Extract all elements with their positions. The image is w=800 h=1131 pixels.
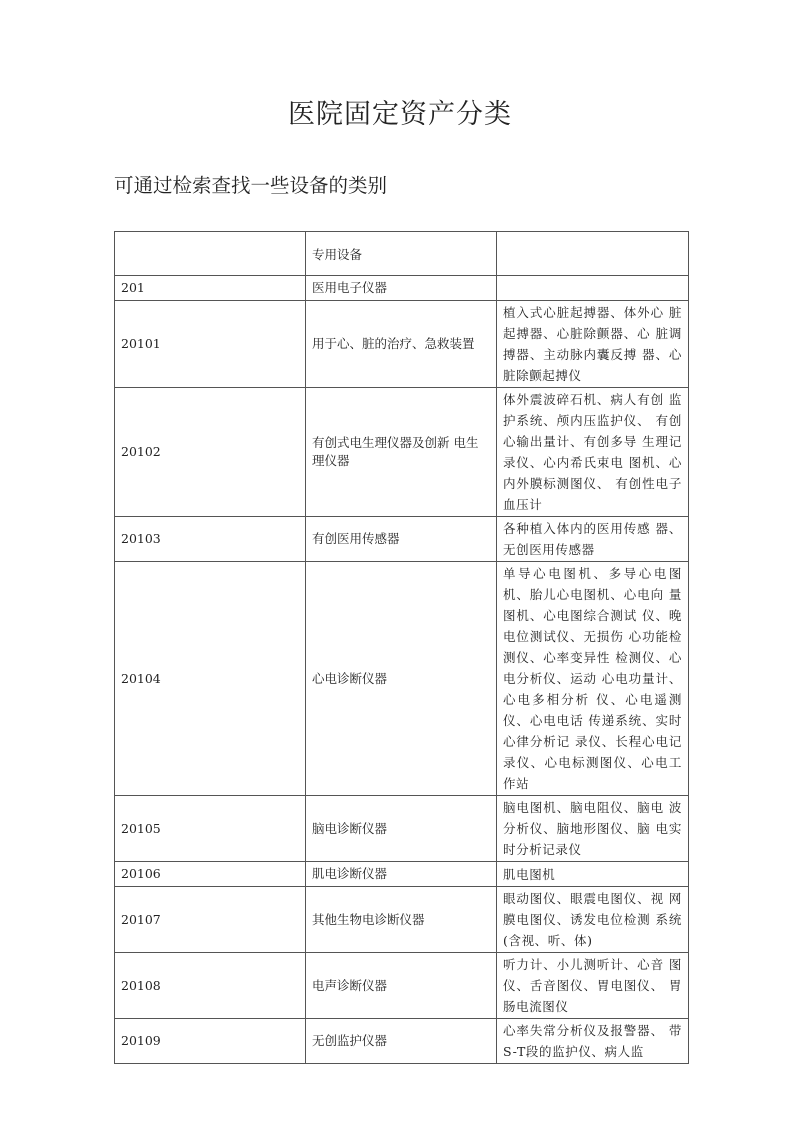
row-code: 20101: [115, 301, 306, 388]
row-code: 20103: [115, 517, 306, 562]
table-row: [115, 301, 689, 388]
row-desc: 眼动图仪、眼震电图仪、视 网膜电图仪、诱发电位检测 系统(含视、听、体): [497, 887, 689, 953]
page-subtitle: 可通过检索查找一些设备的类别: [114, 174, 388, 197]
row-desc: [497, 276, 689, 301]
row-code: 20107: [115, 887, 306, 953]
row-desc: 体外震波碎石机、病人有创 监护系统、颅内压监护仪、 有创心输出量计、有创多导 生理记录仪、心内希氏束电 图机、心内外膜标测图仪、 有创性电子血压计: [497, 388, 689, 517]
row-desc: 单导心电图机、多导心电图 机、胎儿心电图机、心电向 量图机、心电图综合测试 仪、晚电位测试仪、无损伤 心功能检测仪、心率变异性 检测仪、心电分析仪、运动 心电功量计、心电多相分析 仪、心电遥测仪、心电电话 传递系统、实时心律分析记 录仪、长程心电记录仪、心电标测图仪、心电工作站: [497, 562, 689, 796]
table-row: [115, 517, 689, 562]
table-row: [115, 1019, 689, 1064]
row-code: 20104: [115, 562, 306, 796]
row-desc: 肌电图机: [497, 862, 689, 887]
row-desc: 听力计、小儿测听计、心音 图仪、舌音图仪、胃电图仪、 胃肠电流图仪: [497, 953, 689, 1019]
header-cell-desc: [497, 232, 689, 276]
row-desc: 心率失常分析仪及报警器、 带S-T段的监护仪、病人监: [497, 1019, 689, 1064]
header-cell-name: 专用设备: [306, 232, 497, 276]
row-name: 脑电诊断仪器: [306, 796, 497, 862]
header-cell-code: [115, 232, 306, 276]
row-name: 其他生物电诊断仪器: [306, 887, 497, 953]
row-name: 无创监护仪器: [306, 1019, 497, 1064]
table-row: [115, 562, 689, 796]
row-code: 20108: [115, 953, 306, 1019]
table-row: [115, 276, 689, 301]
row-desc: 脑电图机、脑电阻仪、脑电 波分析仪、脑地形图仪、脑 电实时分析记录仪: [497, 796, 689, 862]
table-row: [115, 887, 689, 953]
row-desc: 各种植入体内的医用传感 器、无创医用传感器: [497, 517, 689, 562]
table-header-row: [115, 232, 689, 276]
row-name: 用于心、脏的治疗、急救装置: [306, 301, 497, 388]
row-desc: 植入式心脏起搏器、体外心 脏起搏器、心脏除颤器、心 脏调搏器、主动脉内囊反搏 器、心脏除颤起搏仪: [497, 301, 689, 388]
table-row: [115, 388, 689, 517]
row-code: 20106: [115, 862, 306, 887]
table-row: [115, 953, 689, 1019]
row-code: 20109: [115, 1019, 306, 1064]
row-name: 电声诊断仪器: [306, 953, 497, 1019]
row-code: 20105: [115, 796, 306, 862]
table-row: [115, 796, 689, 862]
row-code: 20102: [115, 388, 306, 517]
asset-classification-table: [114, 231, 689, 1064]
row-name: 肌电诊断仪器: [306, 862, 497, 887]
row-name: 有创式电生理仪器及创新 电生理仪器: [306, 388, 497, 517]
row-code: 201: [115, 276, 306, 301]
row-name: 心电诊断仪器: [306, 562, 497, 796]
row-name: 医用电子仪器: [306, 276, 497, 301]
row-name: 有创医用传感器: [306, 517, 497, 562]
table-row: [115, 862, 689, 887]
page-title: 医院固定资产分类: [288, 99, 512, 130]
